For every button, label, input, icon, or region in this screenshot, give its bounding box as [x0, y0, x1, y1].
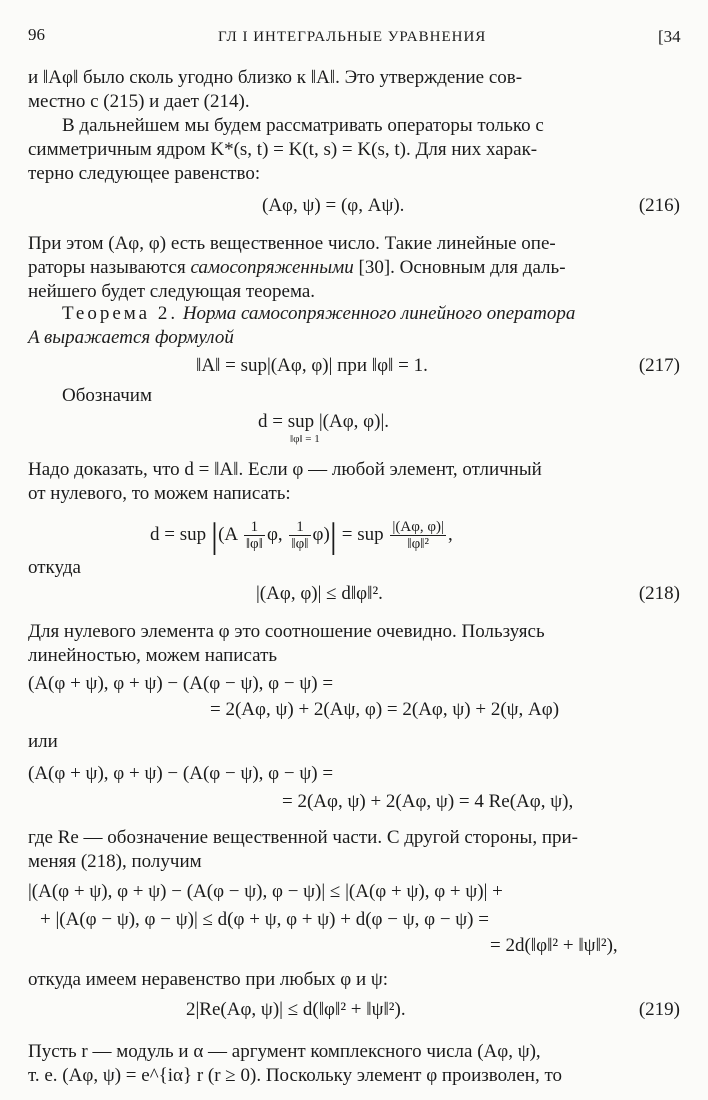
running-head: ГЛ I ИНТЕГРАЛЬНЫЕ УРАВНЕНИЯ	[218, 29, 487, 45]
text-line: раторы называются самосопряженными [30]. Основным для даль-	[28, 257, 566, 278]
section-marker: [34	[658, 27, 681, 46]
equation-line: + |(A(φ − ψ), φ − ψ)| ≤ d(φ + ψ, φ + ψ) + d(φ − ψ, φ − ψ) =	[40, 909, 489, 930]
text-line: Для нулевого элемента φ это соотношение очевидно. Пользуясь	[28, 621, 545, 642]
text-line: Надо доказать, что d = ‖A‖. Если φ — любой элемент, отличный	[28, 459, 542, 480]
theorem-line: A выражается формулой	[28, 327, 234, 348]
text-line: или	[28, 731, 58, 752]
text-line: местно с (215) и дает (214).	[28, 91, 250, 112]
equation-217: ‖A‖ = sup|(Aφ, φ)| при ‖φ‖ = 1.	[196, 355, 428, 376]
text-line: нейшего будет следующая теорема.	[28, 281, 316, 302]
text-line: и ‖Aφ‖ было сколь угодно близко к ‖A‖. Это утверждение сов-	[28, 67, 523, 88]
sup-subscript: ‖φ‖ = 1	[290, 433, 320, 445]
term-selfadjoint: самосопряженными	[190, 257, 354, 278]
text-line: В дальнейшем мы будем рассматривать операторы только с	[62, 115, 544, 136]
text-line: терно следующее равенство:	[28, 163, 261, 184]
text-line: т. е. (Aφ, ψ) = e^{iα} r (r ≥ 0). Поскольку элемент φ произволен, то	[28, 1065, 563, 1086]
fraction: $\frac{|(A\varphi, \varphi)|}{\text{‖φ‖²}}$	[392, 519, 445, 552]
theorem-label: Теорема 2.	[62, 303, 179, 324]
equation-line: (A(φ + ψ), φ + ψ) − (A(φ − ψ), φ − ψ) =	[28, 673, 334, 694]
equation-line: = 2(Aφ, ψ) + 2(Aψ, φ) = 2(Aφ, ψ) + 2(ψ, Aφ)	[210, 699, 560, 720]
equation-218: |(Aφ, φ)| ≤ d‖φ‖².	[256, 583, 383, 604]
page-number: 96	[28, 25, 45, 44]
equation-219: 2|Re(Aφ, ψ)| ≤ d(‖φ‖² + ‖ψ‖²).	[186, 999, 406, 1020]
text-line: откуда имеем неравенство при любых φ и ψ:	[28, 969, 389, 990]
text-line: от нулевого, то можем написать:	[28, 483, 291, 504]
equation-sup-fraction: d = sup |(A $\frac{1}{‖\varphi‖}$ φ, $\frac{1}{‖\varphi‖}$ φ)| = sup $\frac{|(A\varphi, \varphi)|}{\text{‖φ‖²}}$ ,	[150, 515, 453, 556]
text-line: линейностью, можем написать	[28, 645, 278, 666]
text-line: где Re — обозначение вещественной части. С другой стороны, при-	[28, 827, 578, 848]
equation-216: (Aφ, ψ) = (φ, Aψ).	[262, 195, 405, 216]
theorem-line: Теорема 2. Норма самосопряженного линейного оператора	[62, 303, 576, 324]
equation-line: (A(φ + ψ), φ + ψ) − (A(φ − ψ), φ − ψ) =	[28, 763, 334, 784]
text-line: Пусть r — модуль и α — аргумент комплексного числа (Aφ, ψ),	[28, 1041, 541, 1062]
text-line: Обозначим	[62, 385, 152, 406]
equation-number-217: (217)	[638, 355, 680, 376]
equation-number-218: (218)	[638, 583, 680, 604]
equation-line: = 2(Aφ, ψ) + 2(Aφ, ψ) = 4 Re(Aφ, ψ),	[282, 791, 574, 812]
text-line: откуда	[28, 557, 81, 578]
equation-d: d = sup |(Aφ, φ)|.	[258, 411, 390, 432]
fraction: $\frac{1}{‖\varphi‖}$	[245, 519, 263, 552]
text-line: симметричным ядром K*(s, t) = K(t, s) = K(s, t). Для них харак-	[28, 139, 538, 160]
equation-line: |(A(φ + ψ), φ + ψ) − (A(φ − ψ), φ − ψ)| ≤ |(A(φ + ψ), φ + ψ)| +	[28, 881, 503, 902]
equation-number-219: (219)	[638, 999, 680, 1020]
text-line: При этом (Aφ, φ) есть вещественное число. Такие линейные опе-	[28, 233, 556, 254]
equation-line: = 2d(‖φ‖² + ‖ψ‖²),	[490, 935, 618, 956]
fraction: $\frac{1}{‖\varphi‖}$	[291, 519, 309, 552]
text-line: меняя (218), получим	[28, 851, 202, 872]
equation-number-216: (216)	[638, 195, 680, 216]
